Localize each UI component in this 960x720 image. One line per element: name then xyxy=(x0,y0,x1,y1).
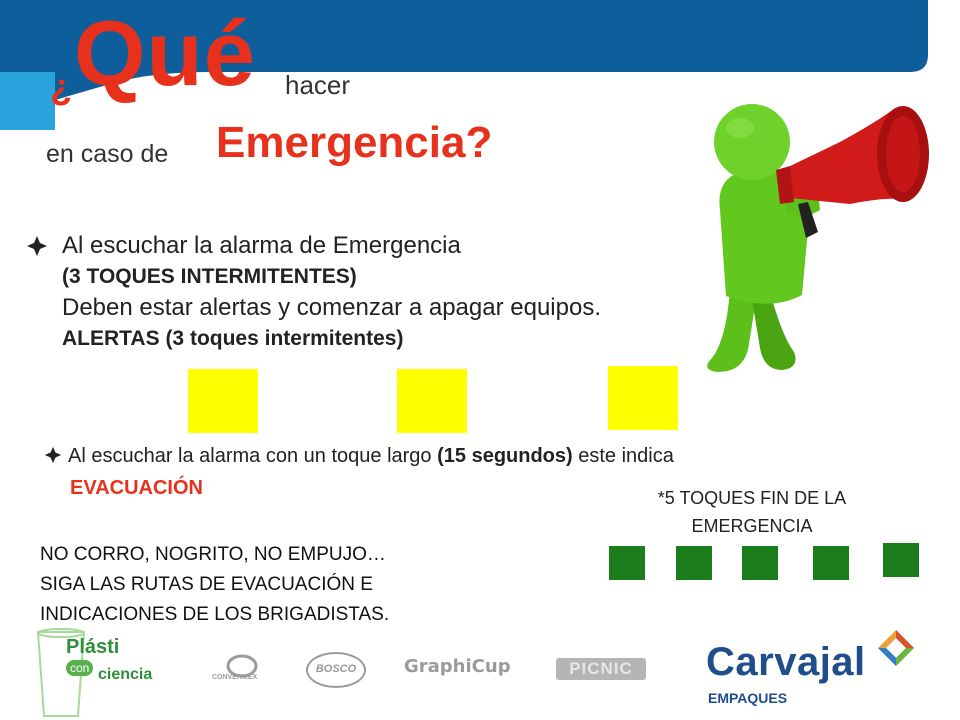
title-hacer: hacer xyxy=(285,70,351,100)
instruction-line3: INDICACIONES DE LOS BRIGADISTAS. xyxy=(40,604,390,625)
empaques-logo-text: EMPAQUES xyxy=(708,690,788,706)
evacuation-alarm-bullet xyxy=(44,441,674,471)
end-note-line1: *5 TOQUES FIN DE LA xyxy=(657,488,847,508)
end-tone-square xyxy=(676,546,712,580)
end-tone-square xyxy=(742,546,778,580)
bullet2-text-before: Al escuchar la alarma con un toque largo xyxy=(68,445,438,467)
instruction-line1: NO CORRO, NOGRITO, NO EMPUJO… xyxy=(40,544,386,565)
bullet1-line4: ALERTAS (3 toques intermitentes) xyxy=(62,327,404,350)
end-tone-square xyxy=(609,546,645,580)
convermex-mark-icon xyxy=(212,652,272,688)
title-inverted-question-mark: ¿ xyxy=(50,66,72,107)
evacuacion-label: EVACUACIÓN xyxy=(70,477,203,499)
title-emergencia: Emergencia? xyxy=(216,118,493,167)
title-en-caso-de: en caso de xyxy=(46,140,169,168)
picnic-logo: PICNIC xyxy=(556,658,646,680)
alert-tone-square xyxy=(397,369,467,433)
carvajal-emblem-icon xyxy=(876,628,916,668)
convermex-logo xyxy=(212,652,272,688)
end-of-emergency-note xyxy=(622,484,882,540)
instruction-line2: SIGA LAS RUTAS DE EVACUACIÓN E xyxy=(40,574,373,595)
ciencia-logo-text: ciencia xyxy=(98,666,153,683)
diamond-bullet-icon xyxy=(44,446,62,464)
diamond-bullet-icon xyxy=(26,235,48,257)
end-note-line2: EMERGENCIA xyxy=(691,516,813,536)
bullet2-text-after: este indica xyxy=(572,445,674,467)
end-tone-square xyxy=(813,546,849,580)
convermex-text: CONVERMEX xyxy=(212,674,258,681)
con-logo-text: con xyxy=(66,660,93,676)
bullet1-line2: (3 TOQUES INTERMITENTES) xyxy=(62,265,357,288)
bullet2-duration: (15 segundos) xyxy=(437,445,573,467)
title-que: Qué xyxy=(74,3,256,105)
carvajal-logo-text: Carvajal xyxy=(706,640,866,684)
end-tone-square xyxy=(883,543,919,577)
bosco-logo: BOSCO xyxy=(306,652,366,688)
graphicup-logo: GraphiCup xyxy=(404,656,511,677)
bullet1-line3: Deben estar alertas y comenzar a apagar equipos. xyxy=(62,294,601,321)
emergency-alarm-bullet xyxy=(26,230,746,356)
bullet1-line1: Al escuchar la alarma de Emergencia xyxy=(62,232,461,259)
evacuation-instructions xyxy=(40,540,389,630)
plasti-logo-text: Plásti xyxy=(66,636,120,658)
alert-tone-square xyxy=(188,369,258,433)
alert-tone-square xyxy=(608,366,678,430)
